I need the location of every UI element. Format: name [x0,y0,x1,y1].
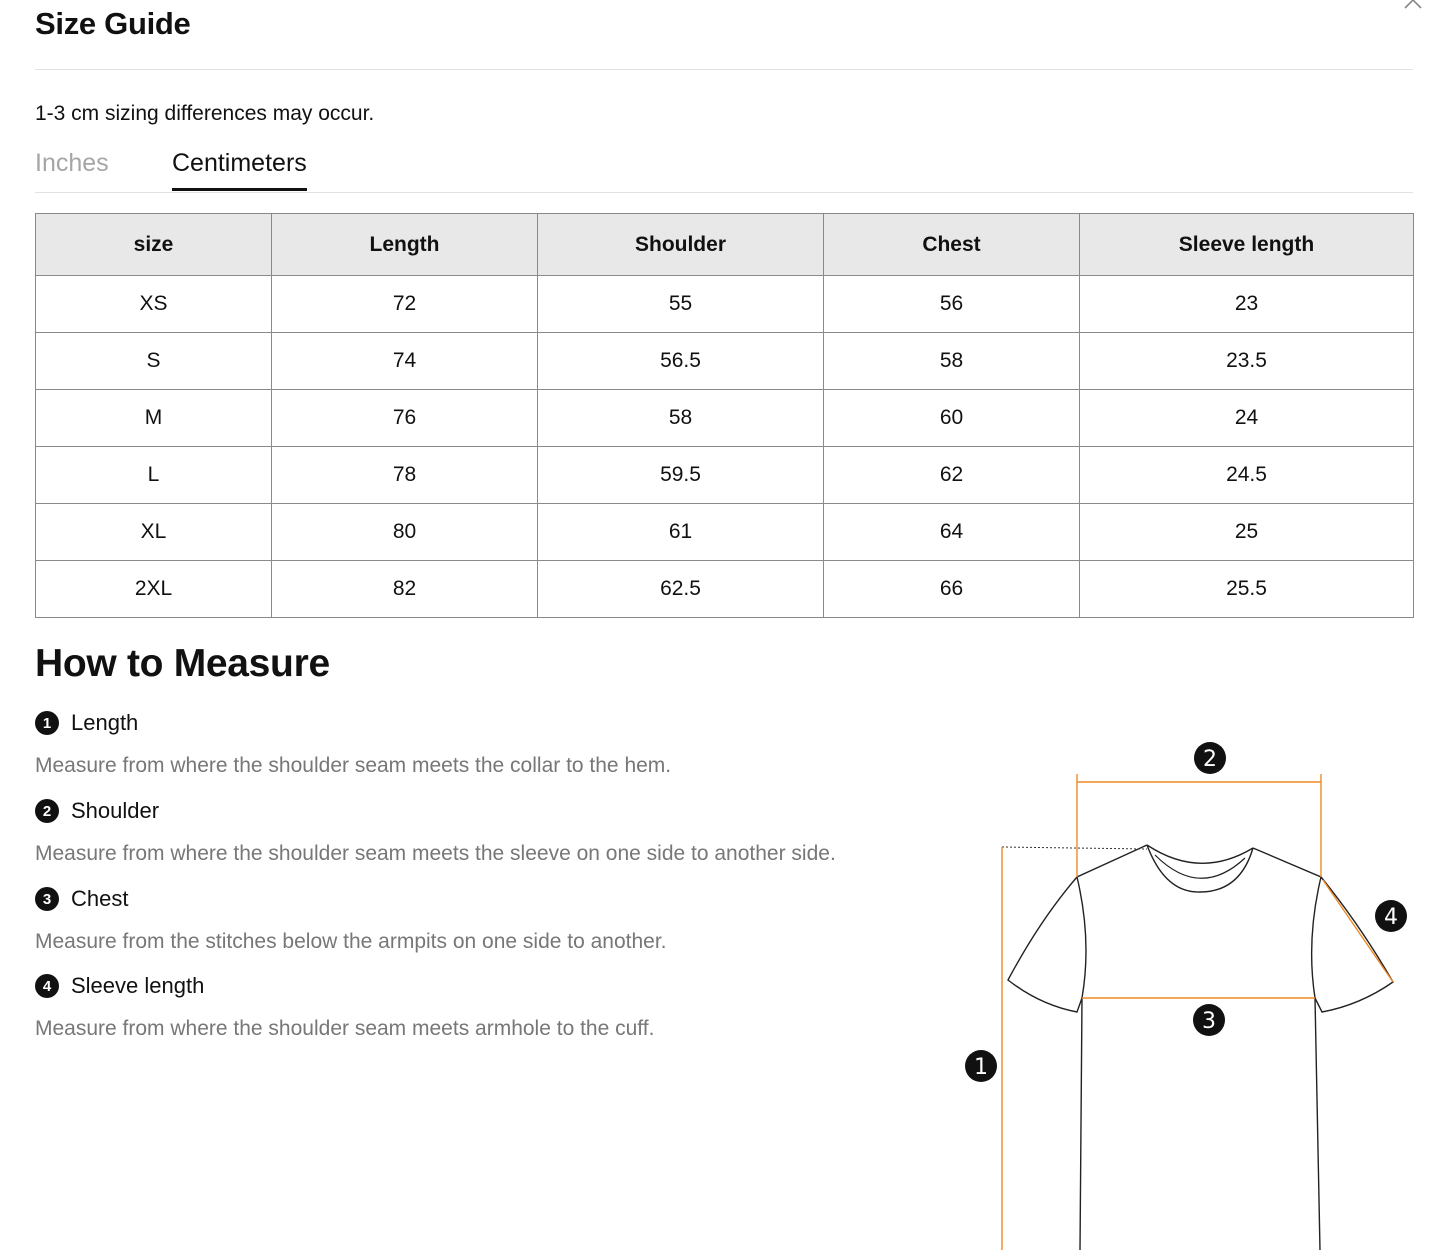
size-table [35,213,1414,618]
table-cell: 62 [824,447,1080,504]
table-cell: S [36,333,272,390]
number-badge-icon: 4 [35,974,59,998]
table-cell: 66 [824,561,1080,618]
header-length: Length [272,214,538,276]
measure-description: Measure from where the shoulder seam meets the collar to the hem. [35,754,672,777]
close-button[interactable] [1399,0,1427,14]
measure-item-shoulder [35,796,935,868]
table-row [36,333,1414,390]
diagram-marker-4 [1375,900,1407,932]
table-cell: 64 [824,504,1080,561]
marker-label: 3 [1202,1009,1216,1034]
table-cell: 55 [538,276,824,333]
table-cell: 56.5 [538,333,824,390]
measure-description: Measure from where the shoulder seam meets armhole to the cuff. [35,1017,655,1040]
table-cell: 62.5 [538,561,824,618]
table-row [36,447,1414,504]
table-cell: 74 [272,333,538,390]
sizing-notice: 1-3 cm sizing differences may occur. [35,102,375,125]
table-row [36,276,1414,333]
table-cell: 78 [272,447,538,504]
measure-name: Chest [71,886,129,911]
marker-label: 1 [974,1055,988,1080]
title-divider [35,69,1413,70]
header-size: size [36,214,272,276]
marker-label: 4 [1384,905,1398,930]
table-cell: 25 [1080,504,1414,561]
tshirt-diagram [950,730,1420,1250]
table-cell: XS [36,276,272,333]
table-row [36,504,1414,561]
table-cell: 72 [272,276,538,333]
measure-item-sleeve-length [35,971,935,1043]
table-cell: 24.5 [1080,447,1414,504]
number-badge-icon: 1 [35,711,59,735]
header-chest: Chest [824,214,1080,276]
measure-description: Measure from the stitches below the armpits on one side to another. [35,930,667,953]
table-cell: M [36,390,272,447]
table-cell: 25.5 [1080,561,1414,618]
table-cell: 23.5 [1080,333,1414,390]
number-badge-icon: 3 [35,887,59,911]
diagram-marker-3 [1193,1004,1225,1036]
table-cell: 58 [824,333,1080,390]
unit-tabs [35,146,1413,193]
number-badge-icon: 2 [35,799,59,823]
measure-heading [35,971,935,1001]
table-cell: 23 [1080,276,1414,333]
marker-label: 2 [1203,747,1217,772]
table-cell: 2XL [36,561,272,618]
header-shoulder: Shoulder [538,214,824,276]
table-row [36,390,1414,447]
table-cell: 24 [1080,390,1414,447]
close-icon [1399,0,1427,14]
measure-heading [35,796,935,826]
table-cell: 56 [824,276,1080,333]
tab-centimeters[interactable]: Centimeters [172,146,307,191]
tshirt-diagram-icon [950,730,1420,1250]
table-cell: XL [36,504,272,561]
measure-description: Measure from where the shoulder seam meets the sleeve on one side to another side. [35,842,836,865]
table-cell: 82 [272,561,538,618]
tab-inches[interactable]: Inches [35,149,109,177]
measure-name: Sleeve length [71,973,205,998]
measure-heading [35,708,935,738]
measure-name: Shoulder [71,798,160,823]
table-cell: 59.5 [538,447,824,504]
table-header-row [36,214,1414,276]
measure-heading [35,884,935,914]
table-cell: 76 [272,390,538,447]
diagram-marker-1 [965,1050,997,1082]
measure-name: Length [71,710,139,735]
table-cell: 61 [538,504,824,561]
modal-title: Size Guide [35,6,191,41]
table-cell: 80 [272,504,538,561]
diagram-marker-2 [1194,742,1226,774]
table-cell: 58 [538,390,824,447]
measure-item-chest [35,884,935,956]
table-cell: L [36,447,272,504]
table-cell: 60 [824,390,1080,447]
header-sleeve-length: Sleeve length [1080,214,1414,276]
table-row [36,561,1414,618]
how-to-measure-title: How to Measure [35,642,330,685]
measure-item-length [35,708,935,780]
